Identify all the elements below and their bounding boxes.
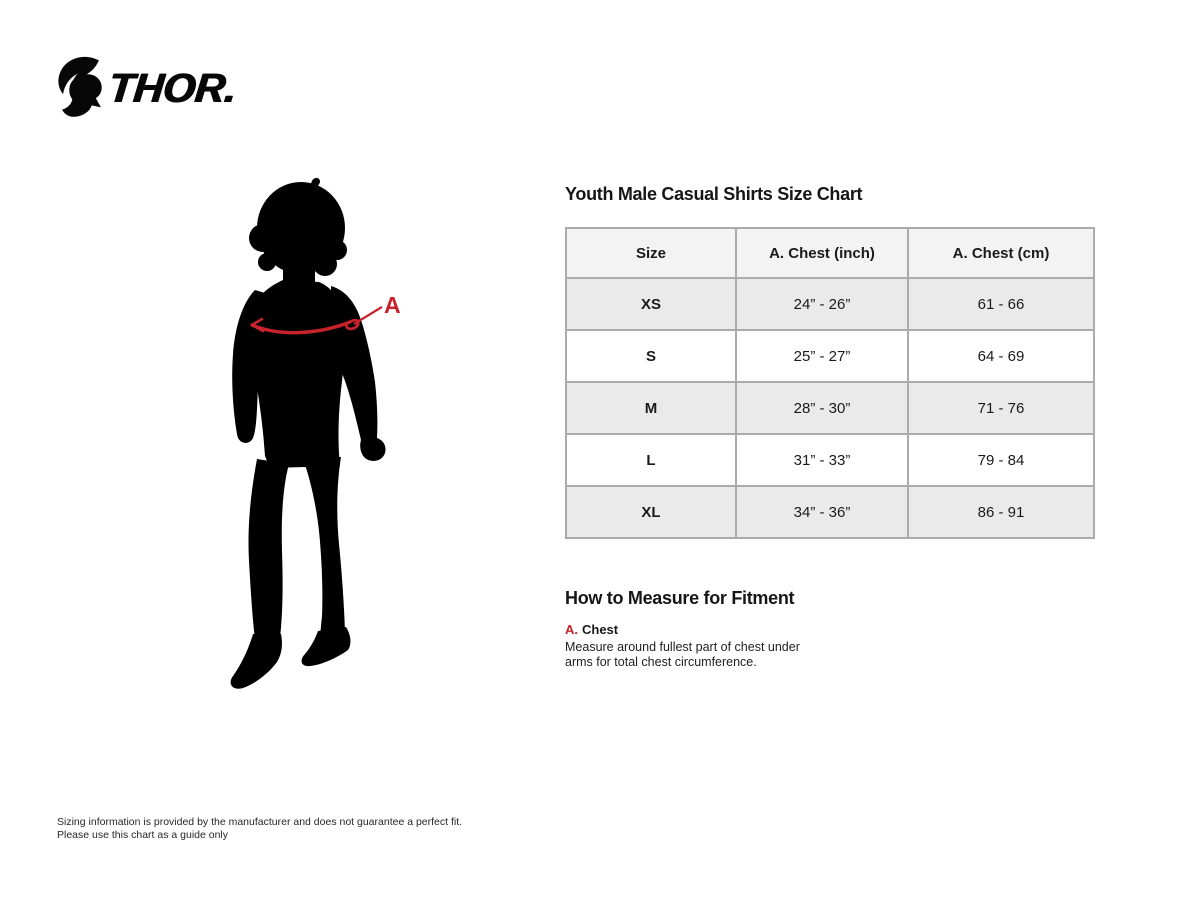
chest-cm-cell: 71 - 76 — [908, 382, 1094, 434]
brand-name: THOR. — [106, 64, 240, 111]
chest-cm-cell: 79 - 84 — [908, 434, 1094, 486]
measure-item-description: Measure around fullest part of chest under arms for total chest circumference. — [565, 640, 800, 669]
size-chart-title: Youth Male Casual Shirts Size Chart — [565, 184, 863, 204]
table-row — [566, 382, 1094, 434]
measure-item-label — [565, 622, 618, 637]
chest-inch-cell: 25” - 27” — [736, 330, 908, 382]
chest-cm-cell: 61 - 66 — [908, 278, 1094, 330]
measure-item-name: Chest — [582, 622, 619, 637]
measurement-figure — [225, 176, 425, 706]
chest-inch-cell: 34” - 36” — [736, 486, 908, 538]
size-cell: S — [566, 330, 736, 382]
chest-inch-cell: 31” - 33” — [736, 434, 908, 486]
table-row — [566, 434, 1094, 486]
table-row — [566, 330, 1094, 382]
how-to-measure-heading: How to Measure for Fitment — [565, 588, 795, 608]
size-cell: M — [566, 382, 736, 434]
size-cell: XS — [566, 278, 736, 330]
child-silhouette — [231, 178, 386, 689]
column-header-chest-inch: A. Chest (inch) — [736, 228, 908, 278]
chest-inch-cell: 28” - 30” — [736, 382, 908, 434]
measure-label-a: A — [384, 292, 401, 318]
measure-item-key: A. — [565, 622, 578, 637]
disclaimer-line-2: Please use this chart as a guide only — [57, 828, 229, 841]
chest-cm-cell: 86 - 91 — [908, 486, 1094, 538]
column-header-size: Size — [566, 228, 736, 278]
disclaimer-text — [57, 816, 462, 841]
size-cell: XL — [566, 486, 736, 538]
chest-cm-cell: 64 - 69 — [908, 330, 1094, 382]
table-row — [566, 278, 1094, 330]
table-row — [566, 486, 1094, 538]
disclaimer-line-1: Sizing information is provided by the manufacturer and does not guarantee a perfect fit. — [57, 816, 463, 828]
header-row — [566, 228, 1094, 278]
size-chart-table — [565, 227, 1095, 539]
goat-head-icon — [57, 56, 104, 120]
size-cell: L — [566, 434, 736, 486]
column-header-chest-cm: A. Chest (cm) — [908, 228, 1094, 278]
brand-logo — [57, 56, 240, 120]
chest-inch-cell: 24” - 26” — [736, 278, 908, 330]
